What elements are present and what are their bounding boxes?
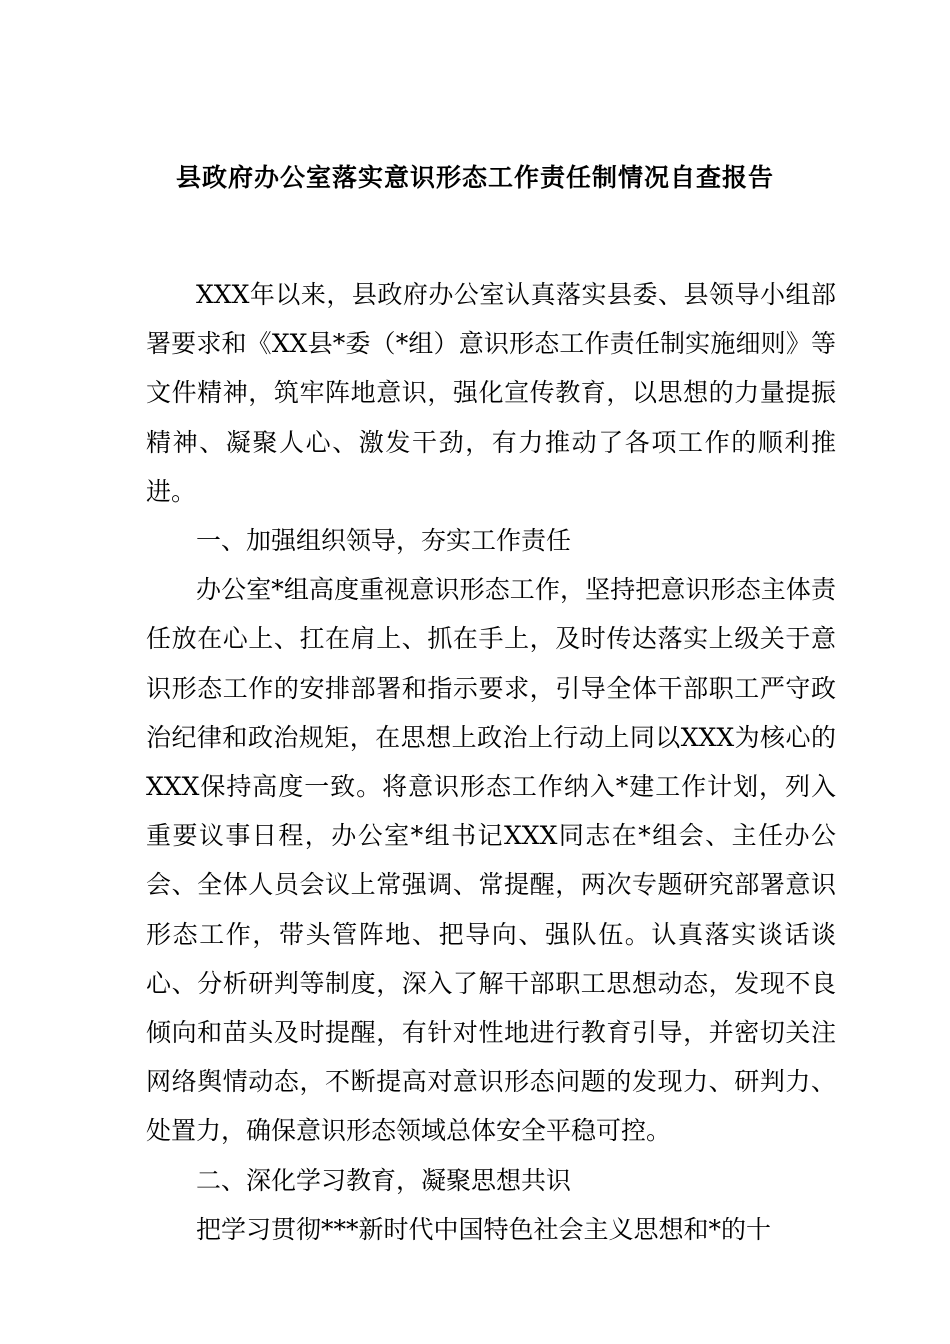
section-2-paragraph: 把学习贯彻***新时代中国特色社会主义思想和*的十 — [196, 1214, 772, 1244]
document-body — [146, 270, 836, 1254]
section-heading-1: 一、加强组织领导，夯实工作责任 — [196, 526, 572, 556]
document-title: 县政府办公室落实意识形态工作责任制情况自查报告 — [175, 163, 774, 192]
section-1-paragraph: 办公室*组高度重视意识形态工作，坚持把意识形态主体责任放在心上、扛在肩上、抓在手上，及时传达落实上级关于意识形态工作的安排部署和指示要求，引导全体干部职工严守政治纪律和政治规矩，在思想上政治上行动上同以XXX为核心的XXX保持高度一致。将意识形态工作纳入*建工作计划，列入重要议事日程，办公室*组书记XXX同志在*组会、主任办公会、全体人员会议上常强调、常提醒，两次专题研究部署意识形态工作，带头管阵地、把导向、强队伍。认真落实谈话谈心、分析研判等制度，深入了解干部职工思想动态，发现不良倾向和苗头及时提醒，有针对性地进行教育引导，并密切关注网络舆情动态，不断提高对意识形态问题的发现力、研判力、处置力，确保意识形态领域总体安全平稳可控。 — [146, 575, 836, 1146]
intro-paragraph: XXX年以来，县政府办公室认真落实县委、县领导小组部署要求和《XX县*委（*组）意识形态工作责任制实施细则》等文件精神，筑牢阵地意识，强化宣传教育，以思想的力量提振精神、凝聚人心、激发干劲，有力推动了各项工作的顺利推进。 — [146, 280, 836, 506]
section-heading-2: 二、深化学习教育，凝聚思想共识 — [196, 1165, 572, 1195]
